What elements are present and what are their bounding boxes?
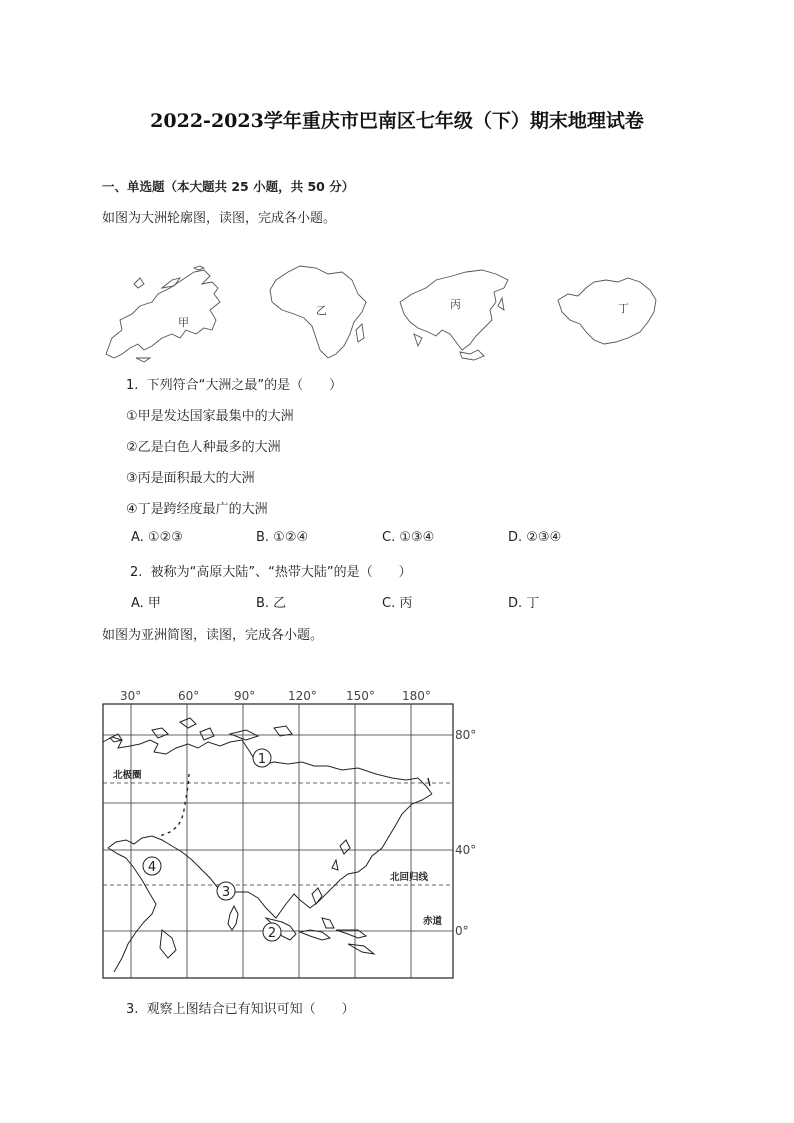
q2-option-c[interactable]: C. 丙 (382, 596, 413, 611)
question-3 (126, 998, 355, 1017)
tropic-of-cancer-label: 北回归线 (390, 872, 429, 883)
question-text: 被称为“高原大陆”、“热带大陆”的是（ ） (150, 565, 412, 580)
europe-outline (106, 266, 220, 362)
longitude-label: 90° (234, 689, 256, 703)
map-marker-1 (253, 749, 271, 767)
question-2 (130, 561, 412, 580)
q2-option-b[interactable]: B. 乙 (256, 596, 287, 611)
continent-label-ding: 丁 (618, 302, 629, 315)
continent-outline-figure (100, 258, 670, 368)
map-marker-4 (143, 857, 161, 875)
latitude-label: 40° (455, 843, 477, 857)
statement-2: ②乙是白色人种最多的大洲 (126, 440, 281, 455)
q2-option-a[interactable]: A. 甲 (131, 596, 161, 611)
bering-boundary (428, 778, 430, 786)
arctic-circle-label: 北极圈 (113, 770, 142, 781)
longitude-label: 120° (288, 689, 317, 703)
latitude-label: 0° (455, 924, 469, 938)
statement-4: ④丁是跨经度最广的大洲 (126, 502, 268, 517)
svg-text:3: 3 (221, 885, 231, 900)
map-marker-3 (217, 882, 235, 900)
question-number: 2. (130, 565, 143, 580)
asia-map (96, 682, 496, 986)
question-1 (126, 374, 342, 393)
svg-text:4: 4 (147, 860, 157, 875)
question-text: 下列符合“大洲之最”的是（ ） (146, 378, 343, 393)
q1-option-c[interactable]: C. ①③④ (382, 530, 435, 545)
q1-option-d[interactable]: D. ②③④ (508, 530, 562, 545)
section-heading: 一、单选题（本大题共 25 小题，共 50 分） (102, 179, 355, 194)
question-number: 1. (126, 378, 139, 393)
statement-1: ①甲是发达国家最集中的大洲 (126, 409, 294, 424)
continent-label-bing: 丙 (450, 298, 461, 311)
asia-outline (400, 270, 508, 360)
equator-label: 赤道 (423, 916, 443, 927)
q1-option-b[interactable]: B. ①②④ (256, 530, 309, 545)
latitude-label: 80° (455, 728, 477, 742)
question-number: 3. (126, 1002, 139, 1017)
longitude-label: 150° (346, 689, 375, 703)
q1-option-a[interactable]: A. ①②③ (131, 530, 183, 545)
longitude-label: 180° (402, 689, 431, 703)
intro-text-2: 如图为亚洲简图，读图，完成各小题。 (102, 628, 324, 643)
longitude-label: 30° (120, 689, 142, 703)
svg-text:2: 2 (267, 926, 277, 941)
longitude-label: 60° (178, 689, 200, 703)
antarctica-outline (558, 278, 656, 344)
question-text: 观察上图结合已有知识可知（ ） (146, 1002, 355, 1017)
intro-text-1: 如图为大洲轮廓图，读图，完成各小题。 (102, 211, 337, 226)
continent-label-jia: 甲 (178, 316, 189, 329)
q2-option-d[interactable]: D. 丁 (508, 596, 540, 611)
continent-label-yi: 乙 (316, 304, 327, 317)
map-marker-2 (263, 923, 281, 941)
page-title: 2022-2023学年重庆市巴南区七年级（下）期末地理试卷 (150, 110, 644, 132)
svg-text:1: 1 (257, 752, 267, 767)
statement-3: ③丙是面积最大的大洲 (126, 471, 255, 486)
arctic-islands (110, 718, 292, 742)
